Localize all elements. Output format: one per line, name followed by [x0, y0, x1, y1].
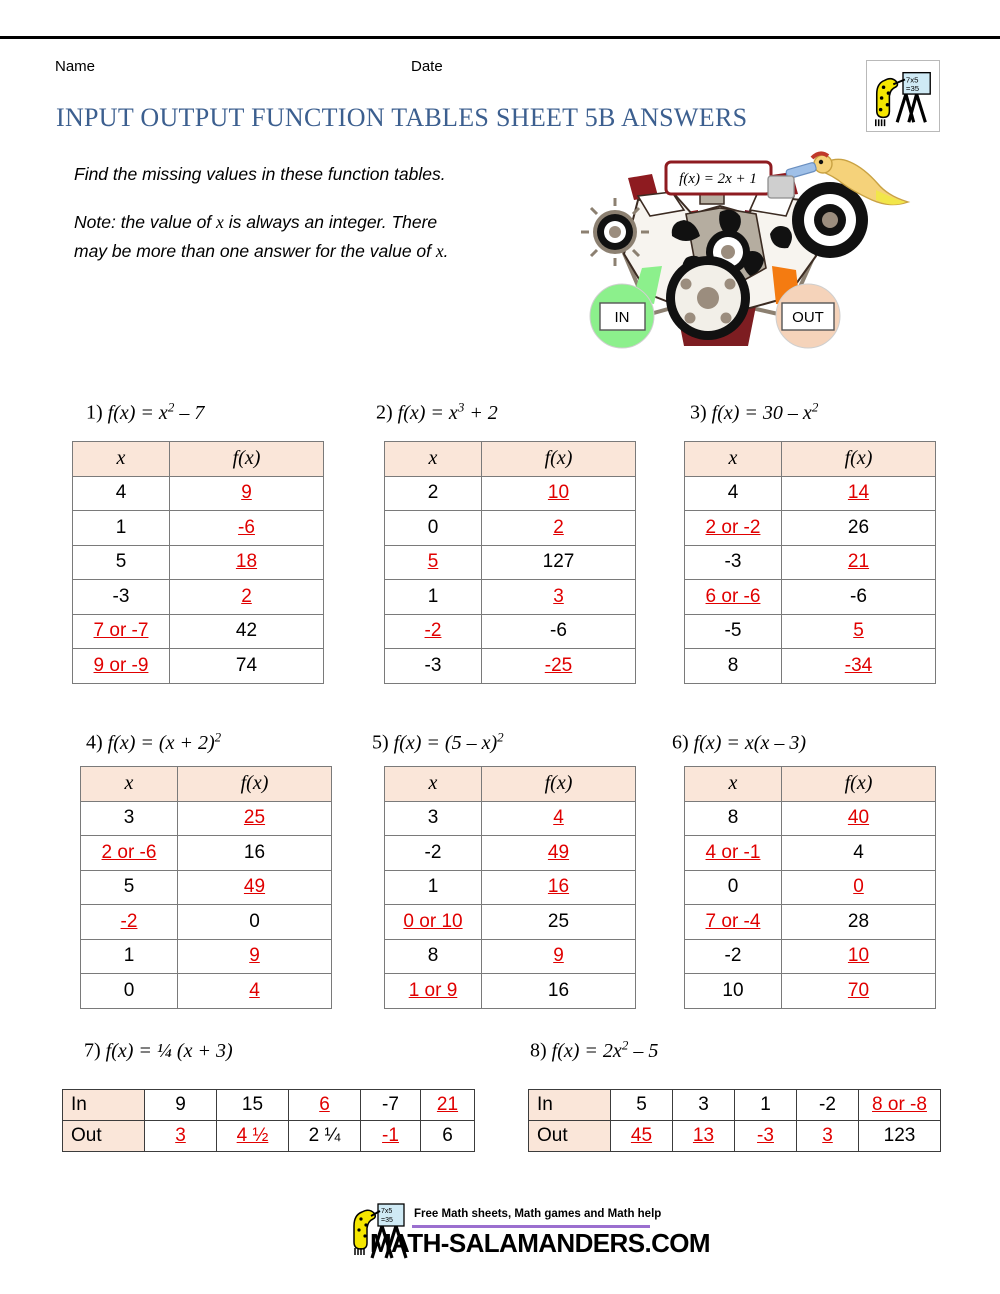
cell-in[interactable]	[421, 1090, 475, 1121]
cell-out[interactable]: 123	[859, 1121, 941, 1152]
cell-x[interactable]: 5	[73, 545, 170, 580]
function-table-2	[384, 441, 636, 684]
function-table-4	[80, 766, 332, 1009]
table-row	[385, 801, 636, 836]
cell-x[interactable]: 3	[81, 801, 178, 836]
footer-tagline: Free Math sheets, Math games and Math help	[414, 1208, 662, 1220]
cell-fx[interactable]: 74	[170, 649, 324, 684]
math-salamanders-logo	[866, 60, 940, 132]
answer-value: 25	[243, 807, 266, 829]
cell-in[interactable]	[859, 1090, 941, 1121]
instruction-line-3	[74, 241, 449, 262]
cell-x[interactable]	[385, 905, 482, 940]
table-row	[685, 939, 936, 974]
column-header-x: x	[385, 442, 482, 477]
cell-x[interactable]: 5	[81, 870, 178, 905]
instruction-2-a: Note: the value of	[74, 212, 217, 232]
cell-in[interactable]: 9	[145, 1090, 217, 1121]
cell-in[interactable]: -2	[797, 1090, 859, 1121]
column-header-x: x	[685, 767, 782, 802]
cell-in[interactable]: 1	[735, 1090, 797, 1121]
column-header-x: x	[81, 767, 178, 802]
answer-value: 3	[175, 1125, 186, 1146]
table-row	[81, 939, 332, 974]
engine-formula: f(x) = 2x + 1	[679, 171, 757, 187]
answer-value: 2	[241, 585, 252, 607]
cell-x[interactable]: 1	[81, 939, 178, 974]
cell-x[interactable]: -5	[685, 614, 782, 649]
answer-value: 21	[436, 1094, 459, 1115]
salamander-whiteboard-icon	[867, 61, 939, 131]
cell-x[interactable]: 4	[73, 476, 170, 511]
svg-text:7x5: 7x5	[905, 75, 919, 85]
column-header-fx: f(x)	[178, 767, 332, 802]
table-row	[685, 476, 936, 511]
answer-value: -6	[238, 516, 255, 538]
svg-text:7x5: 7x5	[381, 1208, 393, 1215]
cell-fx[interactable]: 4	[782, 836, 936, 871]
cell-fx[interactable]	[482, 511, 636, 546]
table-row	[685, 580, 936, 615]
problem-number-5: 5)	[372, 731, 389, 754]
column-header-x: x	[73, 442, 170, 477]
column-header-x: x	[685, 442, 782, 477]
table-row	[81, 905, 332, 940]
cell-fx[interactable]: 42	[170, 614, 324, 649]
footer-branding	[352, 1198, 710, 1270]
cell-x[interactable]: 8	[685, 649, 782, 684]
cell-fx[interactable]	[170, 580, 324, 615]
instruction-2-var: x	[216, 212, 224, 232]
column-header-fx: f(x)	[482, 767, 636, 802]
answer-value: 2 or -2	[705, 516, 761, 538]
footer-domain: MATH-SALAMANDERS.COM	[370, 1228, 710, 1258]
cell-x[interactable]	[385, 614, 482, 649]
cell-x[interactable]	[81, 905, 178, 940]
cell-x[interactable]: 8	[685, 801, 782, 836]
cell-x[interactable]	[385, 974, 482, 1009]
cell-fx[interactable]: -6	[482, 614, 636, 649]
table-row	[385, 511, 636, 546]
table-row	[73, 511, 324, 546]
cell-x[interactable]: -2	[685, 939, 782, 974]
cell-out[interactable]: 2 ¼	[289, 1121, 361, 1152]
answer-value: 3	[822, 1125, 833, 1146]
cell-x[interactable]: 0	[685, 870, 782, 905]
problem-number-6: 6)	[672, 731, 689, 754]
column-header-x: x	[385, 767, 482, 802]
cell-in[interactable]: 3	[673, 1090, 735, 1121]
cell-fx[interactable]: -6	[782, 580, 936, 615]
table-header-row	[685, 767, 936, 802]
cell-x[interactable]: 0	[385, 511, 482, 546]
cell-x[interactable]	[685, 905, 782, 940]
cell-x[interactable]	[73, 649, 170, 684]
inout-table-7	[62, 1089, 475, 1152]
problem-number-7: 7)	[84, 1039, 101, 1062]
cell-fx[interactable]	[782, 614, 936, 649]
cell-fx[interactable]	[170, 476, 324, 511]
function-table-6	[684, 766, 936, 1009]
cell-out[interactable]	[797, 1121, 859, 1152]
cell-fx[interactable]	[482, 870, 636, 905]
answer-value: 9 or -9	[93, 654, 149, 676]
cell-out[interactable]	[673, 1121, 735, 1152]
answer-value: 4 ½	[236, 1125, 269, 1146]
table-row	[685, 974, 936, 1009]
problem-label-5	[372, 729, 504, 755]
answer-value: 14	[847, 482, 870, 504]
cell-x[interactable]: 1	[73, 511, 170, 546]
cell-x[interactable]	[685, 580, 782, 615]
out-label: Out	[63, 1121, 145, 1152]
answer-value: -3	[757, 1125, 774, 1146]
cell-fx[interactable]	[782, 545, 936, 580]
answer-value: 21	[847, 551, 870, 573]
cell-fx[interactable]	[782, 939, 936, 974]
cell-fx[interactable]: 16	[178, 836, 332, 871]
table-header-row	[81, 767, 332, 802]
problem-fn-3: $f(x) = 30 - x^2$	[711, 399, 819, 424]
function-table-5	[384, 766, 636, 1009]
problem-label-3	[690, 399, 818, 425]
cell-fx[interactable]	[178, 870, 332, 905]
answer-value: 9	[241, 482, 252, 504]
table-row	[81, 974, 332, 1009]
cell-x[interactable]: 10	[685, 974, 782, 1009]
problem-label-4	[86, 729, 221, 755]
svg-text:=35: =35	[905, 84, 920, 94]
problem-fn-6: f(x) = x(x – 3)	[693, 731, 806, 754]
instruction-3-b: .	[443, 241, 449, 261]
table-row	[385, 649, 636, 684]
name-label: Name	[55, 58, 96, 75]
answer-value: 5	[853, 620, 864, 642]
problem-label-2	[376, 399, 498, 425]
problem-number-1: 1)	[86, 401, 103, 424]
cell-in[interactable]	[289, 1090, 361, 1121]
answer-value: 4	[249, 979, 260, 1001]
answer-value: 6	[319, 1094, 330, 1115]
cell-x[interactable]: -2	[385, 836, 482, 871]
instruction-line-1: Find the missing values in these function tables.	[74, 164, 446, 184]
cell-fx[interactable]	[178, 974, 332, 1009]
cell-x[interactable]: 3	[385, 801, 482, 836]
instruction-line-2	[74, 212, 437, 233]
date-label: Date	[411, 58, 443, 75]
cell-in[interactable]: -7	[361, 1090, 421, 1121]
table-row	[385, 974, 636, 1009]
answer-value: 0 or 10	[403, 910, 463, 932]
answer-value: 2 or -6	[101, 841, 157, 863]
cell-fx[interactable]: 127	[482, 545, 636, 580]
cell-fx[interactable]	[482, 476, 636, 511]
table-row	[685, 905, 936, 940]
answer-value: 8 or -8	[872, 1094, 927, 1115]
in-label: IN	[614, 309, 630, 326]
cell-out[interactable]: 6	[421, 1121, 475, 1152]
answer-value: 70	[847, 979, 870, 1001]
cell-fx[interactable]	[782, 974, 936, 1009]
table-row	[685, 614, 936, 649]
answer-value: 49	[243, 876, 266, 898]
answer-value: 10	[847, 945, 870, 967]
table-row	[685, 545, 936, 580]
problem-label-6	[672, 729, 806, 755]
cell-out[interactable]	[217, 1121, 289, 1152]
answer-value: -34	[844, 654, 873, 676]
cell-x[interactable]: -3	[385, 649, 482, 684]
answer-value: 7 or -4	[705, 910, 761, 932]
cell-fx[interactable]	[170, 511, 324, 546]
table-row	[385, 614, 636, 649]
cell-fx[interactable]	[482, 649, 636, 684]
cell-x[interactable]	[81, 836, 178, 871]
in-row	[529, 1090, 941, 1121]
answer-value: 6 or -6	[705, 585, 761, 607]
problem-label-7	[84, 1037, 233, 1063]
table-row	[81, 870, 332, 905]
cell-fx[interactable]	[170, 545, 324, 580]
table-header-row	[385, 767, 636, 802]
in-label: In	[529, 1090, 611, 1121]
answer-value: 5	[427, 551, 439, 573]
problem-number-2: 2)	[376, 401, 393, 424]
answer-value: 3	[553, 585, 564, 607]
out-row	[529, 1121, 941, 1152]
column-header-fx: f(x)	[170, 442, 324, 477]
table-row	[385, 939, 636, 974]
table-row	[685, 836, 936, 871]
answer-value: 9	[249, 945, 260, 967]
cell-fx[interactable]	[482, 836, 636, 871]
cell-x[interactable]: 4	[685, 476, 782, 511]
page-title: INPUT OUTPUT FUNCTION TABLES SHEET 5B ANSWERS	[56, 103, 748, 132]
instruction-2-b: is always an integer. There	[223, 212, 438, 232]
table-row	[685, 801, 936, 836]
answer-value: 1 or 9	[408, 979, 458, 1001]
table-header-row	[385, 442, 636, 477]
cell-x[interactable]: -3	[685, 545, 782, 580]
out-label: OUT	[792, 309, 824, 326]
answer-value: 7 or -7	[93, 620, 149, 642]
instruction-3-a: may be more than one answer for the value of	[74, 241, 436, 261]
problem-fn-8: $f(x) = 2x^2 - 5$	[551, 1037, 659, 1062]
problem-number-4: 4)	[86, 731, 103, 754]
answer-value: 9	[553, 945, 564, 967]
table-row	[385, 870, 636, 905]
answer-value: 10	[547, 482, 570, 504]
answer-value: 4	[553, 807, 564, 829]
cell-fx[interactable]	[178, 939, 332, 974]
cell-x[interactable]: 1	[385, 580, 482, 615]
cell-fx[interactable]: 16	[482, 974, 636, 1009]
cell-out[interactable]	[361, 1121, 421, 1152]
top-divider	[0, 36, 1000, 39]
inout-table-8	[528, 1089, 941, 1152]
cell-out[interactable]	[611, 1121, 673, 1152]
answer-value: -2	[120, 910, 138, 932]
out-row	[63, 1121, 475, 1152]
table-row	[73, 614, 324, 649]
answer-value: 18	[235, 551, 258, 573]
column-header-fx: f(x)	[782, 442, 936, 477]
svg-text:=35: =35	[381, 1217, 393, 1224]
instruction-3-var: x	[435, 241, 444, 261]
answer-value: 4 or -1	[705, 841, 761, 863]
cell-fx[interactable]	[482, 580, 636, 615]
column-header-fx: f(x)	[482, 442, 636, 477]
cell-x[interactable]	[73, 614, 170, 649]
cell-x[interactable]	[685, 511, 782, 546]
cell-fx[interactable]: 28	[782, 905, 936, 940]
table-row	[81, 836, 332, 871]
table-row	[81, 801, 332, 836]
cell-x[interactable]	[385, 545, 482, 580]
cell-x[interactable]: 2	[385, 476, 482, 511]
cell-x[interactable]: 8	[385, 939, 482, 974]
table-row	[73, 580, 324, 615]
problem-fn-7: f(x) = ¼ (x + 3)	[105, 1039, 233, 1062]
answer-value: 2	[553, 516, 564, 538]
answer-value: 0	[853, 876, 864, 898]
cell-fx[interactable]: 26	[782, 511, 936, 546]
cell-fx[interactable]	[782, 649, 936, 684]
problem-label-8	[530, 1037, 658, 1063]
answer-value: 16	[547, 876, 570, 898]
cell-fx[interactable]	[178, 801, 332, 836]
right-pulley	[792, 182, 868, 258]
table-row	[385, 580, 636, 615]
table-row	[385, 545, 636, 580]
column-header-fx: f(x)	[782, 767, 936, 802]
table-row	[685, 649, 936, 684]
problem-fn-5: f(x) = (5 – x)$^2$	[393, 729, 504, 754]
problem-number-3: 3)	[690, 401, 707, 424]
cell-fx[interactable]	[482, 939, 636, 974]
function-table-3	[684, 441, 936, 684]
cell-x[interactable]: -3	[73, 580, 170, 615]
answer-value: 45	[630, 1125, 653, 1146]
problem-number-8: 8)	[530, 1039, 547, 1062]
problem-label-1	[86, 399, 204, 425]
cell-in[interactable]: 15	[217, 1090, 289, 1121]
answer-value: -1	[382, 1125, 399, 1146]
cell-x[interactable]	[685, 836, 782, 871]
cell-in[interactable]: 5	[611, 1090, 673, 1121]
table-row	[685, 870, 936, 905]
answer-value: 49	[547, 841, 570, 863]
table-row	[685, 511, 936, 546]
cell-x[interactable]: 1	[385, 870, 482, 905]
cell-fx[interactable]	[482, 801, 636, 836]
in-row	[63, 1090, 475, 1121]
table-row	[385, 836, 636, 871]
cell-out[interactable]	[735, 1121, 797, 1152]
cell-out[interactable]	[145, 1121, 217, 1152]
table-row	[73, 476, 324, 511]
answer-value: -2	[424, 620, 442, 642]
cell-fx[interactable]: 0	[178, 905, 332, 940]
table-header-row	[685, 442, 936, 477]
cell-fx[interactable]	[782, 801, 936, 836]
out-label: Out	[529, 1121, 611, 1152]
in-label: In	[63, 1090, 145, 1121]
problem-fn-4: $f(x) = (x + 2)^2$	[107, 729, 222, 754]
cell-fx[interactable]	[782, 476, 936, 511]
cell-x[interactable]: 0	[81, 974, 178, 1009]
cell-fx[interactable]	[782, 870, 936, 905]
table-row	[73, 545, 324, 580]
answer-value: 13	[692, 1125, 715, 1146]
function-table-1	[72, 441, 324, 684]
cell-fx[interactable]: 25	[482, 905, 636, 940]
table-row	[385, 905, 636, 940]
name-date-row	[0, 58, 1000, 85]
answer-value: -25	[544, 654, 573, 676]
problem-fn-1: $f(x) = x^2 - 7$	[107, 399, 205, 424]
problem-fn-2: $f(x) = x^3 + 2$	[397, 399, 498, 424]
answer-value: 40	[847, 807, 870, 829]
table-row	[385, 476, 636, 511]
crank-pulley	[666, 256, 750, 340]
engine-illustration	[580, 148, 930, 360]
table-row	[73, 649, 324, 684]
table-header-row	[73, 442, 324, 477]
